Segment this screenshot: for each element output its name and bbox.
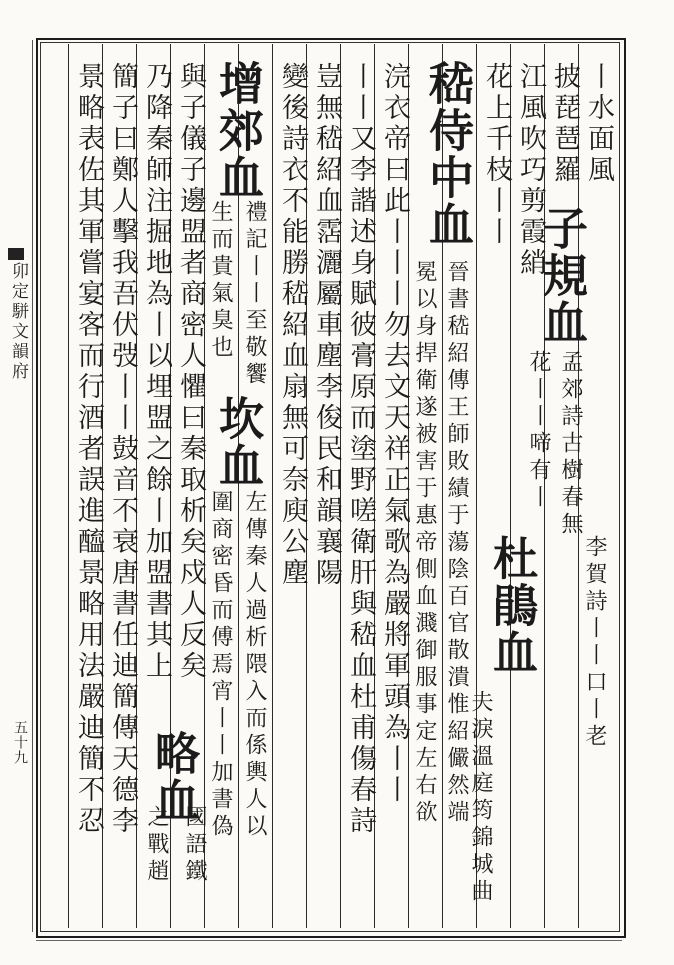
folio-number: 五十九: [12, 720, 28, 765]
entry-heading-dujuan-xue: 杜鵑血: [485, 535, 538, 676]
page-bottom-edge: [36, 940, 622, 951]
text-column-2-top: 披琵琶羅: [549, 62, 580, 186]
entry-heading-lue-xue: 略血: [147, 730, 200, 824]
entry-heading-zengjiao-xue: 增郊血: [211, 60, 264, 201]
column-rule: [68, 44, 69, 928]
entry-note-lue-1: 國語鐵: [182, 805, 207, 886]
entry-note-dujuan-1: 李賀詩丨丨口丨老: [582, 535, 607, 751]
entry-note-kan-2: 圍商密昏而傅焉宵丨丨加書偽: [208, 490, 233, 841]
entry-note-jishizhong-2: 冕以身捍衛遂被害于惠帝側血濺御服事定左右欲: [412, 260, 437, 827]
text-column-8: 浣衣帝曰此丨丨丨勿去文天祥正氣歌為嚴將軍頭為丨丨: [379, 62, 410, 806]
text-column-9: 丨丨又李諧述身賦彼膏原而塗野嗟衛肝與嵇血杜甫傷春詩: [345, 62, 376, 837]
page-left-edge: [10, 40, 33, 932]
text-column-3: 江風吹巧剪霞綃: [515, 62, 546, 279]
entry-note-kan-1: 左傳秦人過析隈入而係輿人以: [242, 490, 267, 841]
text-column-16: 簡子曰鄭人擊我吾伏弢丨丨鼓音不衰唐書任迪簡傳天德李: [107, 62, 138, 837]
entry-heading-jishizhong-xue: 嵇侍中血: [421, 60, 474, 248]
column-rule: [272, 44, 273, 928]
entry-note-zengjiao-2: 生而貴氣臭也: [208, 200, 233, 362]
text-column-15: 乃降秦師注掘地為丨以埋盟之餘丨加盟書其上: [141, 62, 172, 682]
block-mark: [8, 248, 24, 260]
entry-heading-kan-xue: 坎血: [211, 395, 264, 489]
entry-note-jishizhong-1: 晉書嵇紹傳王師敗績于蕩陰百官散潰惟紹儼然端: [444, 260, 469, 827]
entry-heading-zigui-xue: 子規血: [535, 205, 588, 346]
text-column-4: 花上千枝丨丨: [481, 62, 512, 248]
text-column-11: 變後詩衣不能勝嵇紹血扇無可奈庾公塵: [277, 62, 308, 589]
entry-note-dujuan-2: 夫淚溫庭筠錦城曲: [468, 690, 493, 906]
text-column-10: 豈無嵇紹血霑灑屬車塵李俊民和韻襄陽: [311, 62, 342, 589]
text-column-17: 景略表佐其軍嘗宴客而行酒者誤進醯景略用法嚴迪簡不忍: [73, 62, 104, 837]
entry-note-zigui-1: 孟郊詩古樹春無: [558, 350, 583, 539]
entry-note-lue-2: 之戰趙: [144, 805, 169, 886]
entry-note-zengjiao-1: 禮記丨丨至敬饗: [242, 200, 267, 389]
text-column-1: 丨水面風: [583, 62, 614, 186]
gutter-title: 卯定駢文韻府: [8, 262, 28, 382]
entry-note-zigui-2: 花丨丨啼有丨: [526, 350, 551, 512]
text-column-14: 與子儀子邊盟者商密人懼曰秦取析矣戍人反矣: [175, 62, 206, 682]
